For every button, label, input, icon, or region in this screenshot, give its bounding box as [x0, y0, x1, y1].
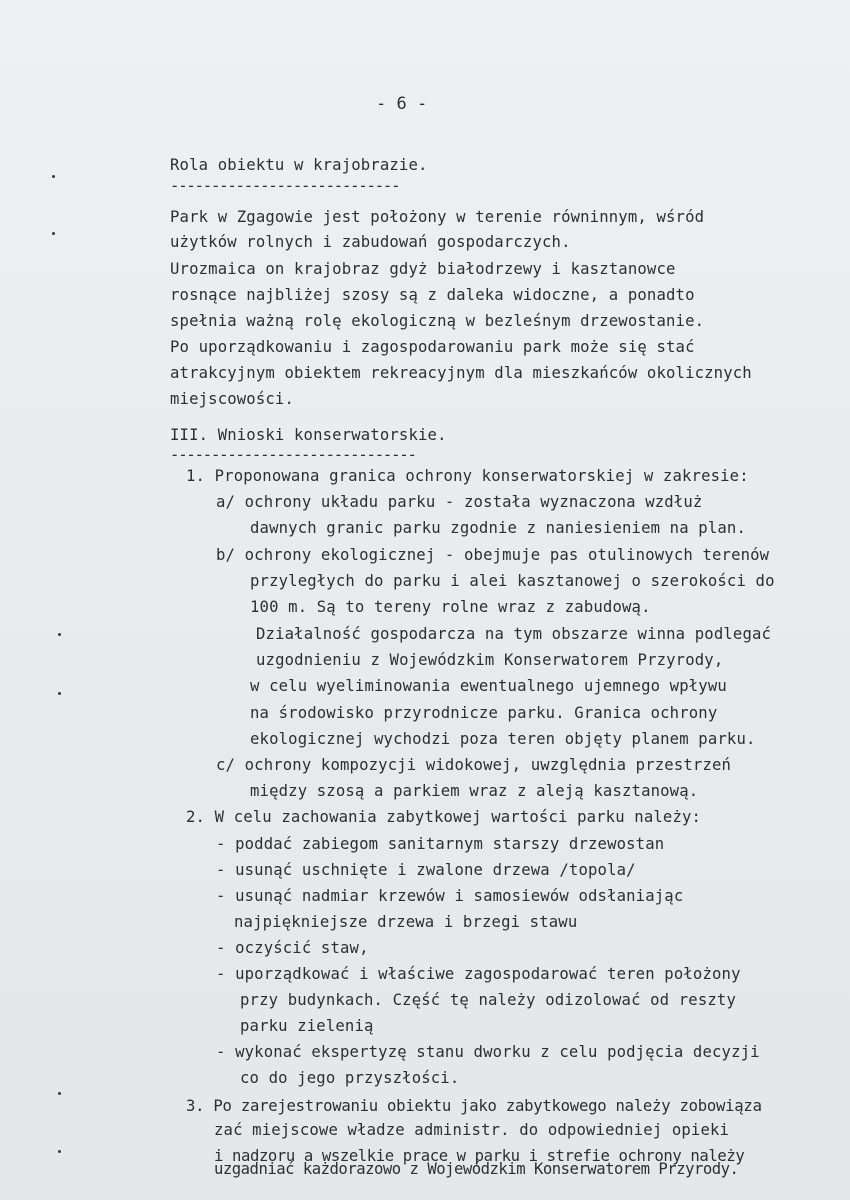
- list-item: 3. Po zarejestrowaniu obiektu jako zabytkowego należy zobowiąza: [186, 1097, 762, 1115]
- margin-speck: [58, 633, 61, 636]
- list-item: co do jego przyszłości.: [240, 1069, 460, 1087]
- list-item: między szosą a parkiem wraz z aleją kasztanową.: [250, 782, 699, 800]
- margin-speck: [58, 692, 61, 695]
- list-item: najpiękniejsze drzewa i brzegi stawu: [234, 913, 578, 931]
- list-item: - poddać zabiegom sanitarnym starszy drzewostan: [216, 835, 665, 853]
- list-item: uzgodnieniu z Wojewódzkim Konserwatorem Przyrody,: [256, 651, 724, 669]
- paragraph-line: Po uporządkowaniu i zagospodarowaniu park może się stać: [170, 338, 695, 356]
- list-item: ekologicznej wychodzi poza teren objęty planem parku.: [250, 730, 756, 748]
- paragraph-line: Park w Zgagowie jest położony w terenie równinnym, wśród: [170, 208, 705, 226]
- list-item: a/ ochrony układu parku - została wyznaczona wzdłuż: [216, 493, 703, 511]
- margin-speck: [58, 1150, 61, 1153]
- list-item: 100 m. Są to tereny rolne wraz z zabudową.: [250, 598, 651, 616]
- list-item: - usunąć uschnięte i zwalone drzewa /topola/: [216, 861, 636, 879]
- list-item: - oczyścić staw,: [216, 939, 369, 957]
- list-item: Działalność gospodarcza na tym obszarze winna podlegać: [256, 625, 772, 643]
- list-item: na środowisko przyrodnicze parku. Granica ochrony: [250, 704, 718, 722]
- heading-underline: ----------------------------: [170, 177, 400, 195]
- list-item: c/ ochrony kompozycji widokowej, uwzględnia przestrzeń: [216, 756, 732, 774]
- list-item: 1. Proponowana granica ochrony konserwatorskiej w zakresie:: [186, 467, 749, 485]
- margin-speck: [58, 1092, 61, 1095]
- list-item: i nadzoru a wszelkie prace w parku i strefie ochrony należy: [214, 1147, 745, 1165]
- list-item: - wykonać ekspertyzę stanu dworku z celu podjęcia decyzji: [216, 1043, 760, 1061]
- list-item: 2. W celu zachowania zabytkowej wartości parku należy:: [186, 808, 702, 826]
- paragraph-line: rosnące najbliżej szosy są z daleka widoczne, a ponadto: [170, 286, 695, 304]
- list-item: parku zielenią: [240, 1017, 374, 1035]
- list-item: - usunąć nadmiar krzewów i samosiewów odsłaniając: [216, 887, 684, 905]
- margin-speck: [52, 175, 55, 178]
- section-heading-landscape: Rola obiektu w krajobrazie.: [170, 156, 428, 174]
- list-item: zać miejscowe władze administr. do odpowiedniej opieki: [214, 1121, 730, 1139]
- paragraph-line: użytków rolnych i zabudowań gospodarczych.: [170, 233, 571, 251]
- list-item: uzgadniać każdorazowo z Wojewódzkim Konserwatorem Przyrody.: [214, 1160, 739, 1178]
- list-item: przy budynkach. Część tę należy odizolować od reszty: [240, 991, 736, 1009]
- heading-underline: ------------------------------: [170, 446, 416, 464]
- list-item: dawnych granic parku zgodnie z naniesieniem na plan.: [250, 519, 746, 537]
- list-item: - uporządkować i właściwe zagospodarować teren położony: [216, 965, 741, 983]
- section-heading-conclusions: III. Wnioski konserwatorskie.: [170, 426, 447, 444]
- paragraph-line: spełnia ważną rolę ekologiczną w bezleśnym drzewostanie.: [170, 312, 705, 330]
- list-item: b/ ochrony ekologicznej - obejmuje pas otulinowych terenów: [216, 546, 770, 564]
- page-number: - 6 -: [376, 94, 428, 114]
- list-item: w celu wyeliminowania ewentualnego ujemnego wpływu: [250, 677, 727, 695]
- paragraph-line: miejscowości.: [170, 390, 294, 408]
- paragraph-line: atrakcyjnym obiektem rekreacyjnym dla mieszkańców okolicznych: [170, 364, 752, 382]
- margin-speck: [52, 232, 55, 235]
- list-item: przyległych do parku i alei kasztanowej o szerokości do: [250, 572, 775, 590]
- paragraph-line: Urozmaica on krajobraz gdyż białodrzewy i kasztanowce: [170, 260, 676, 278]
